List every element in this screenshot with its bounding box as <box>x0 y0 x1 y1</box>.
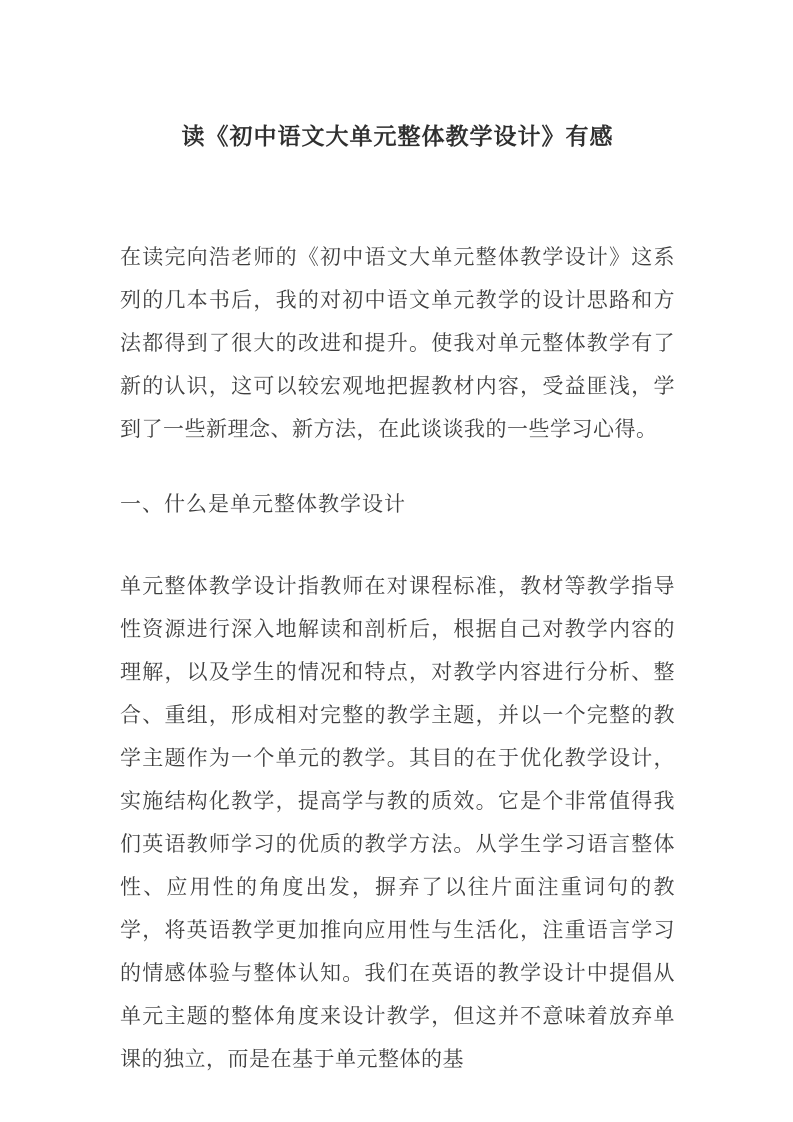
section-paragraph: 单元整体教学设计指教师在对课程标准，教材等教学指导性资源进行深入地解读和剖析后，根据自己对教学内容的理解，以及学生的情况和特点，对教学内容进行分析、整合、重组，形成相对完整的教学主题，并以一个完整的教学主题作为一个单元的教学。其目的在于优化教学设计，实施结构化教学，提高学与教的质效。它是个非常值得我们英语教师学习的优质的教学方法。从学生学习语言整体性、应用性的角度出发，摒弃了以往片面注重词句的教学，将英语教学更加推向应用性与生活化，注重语言学习的情感体验与整体认知。我们在英语的教学设计中提倡从单元主题的整体角度来设计教学，但这并不意味着放弃单课的独立，而是在基于单元整体的基 <box>120 574 675 1071</box>
section-heading: 一、什么是单元整体教学设计 <box>120 492 406 516</box>
document-title: 读《初中语文大单元整体教学设计》有感 <box>181 124 614 149</box>
intro-paragraph: 在读完向浩老师的《初中语文大单元整体教学设计》这系列的几本书后，我的对初中语文单元教学的设计思路和方法都得到了很大的改进和提升。使我对单元整体教学有了新的认识，这可以较宏观地把握教材内容，受益匪浅，学到了一些新理念、新方法，在此谈谈我的一些学习心得。 <box>120 245 675 441</box>
